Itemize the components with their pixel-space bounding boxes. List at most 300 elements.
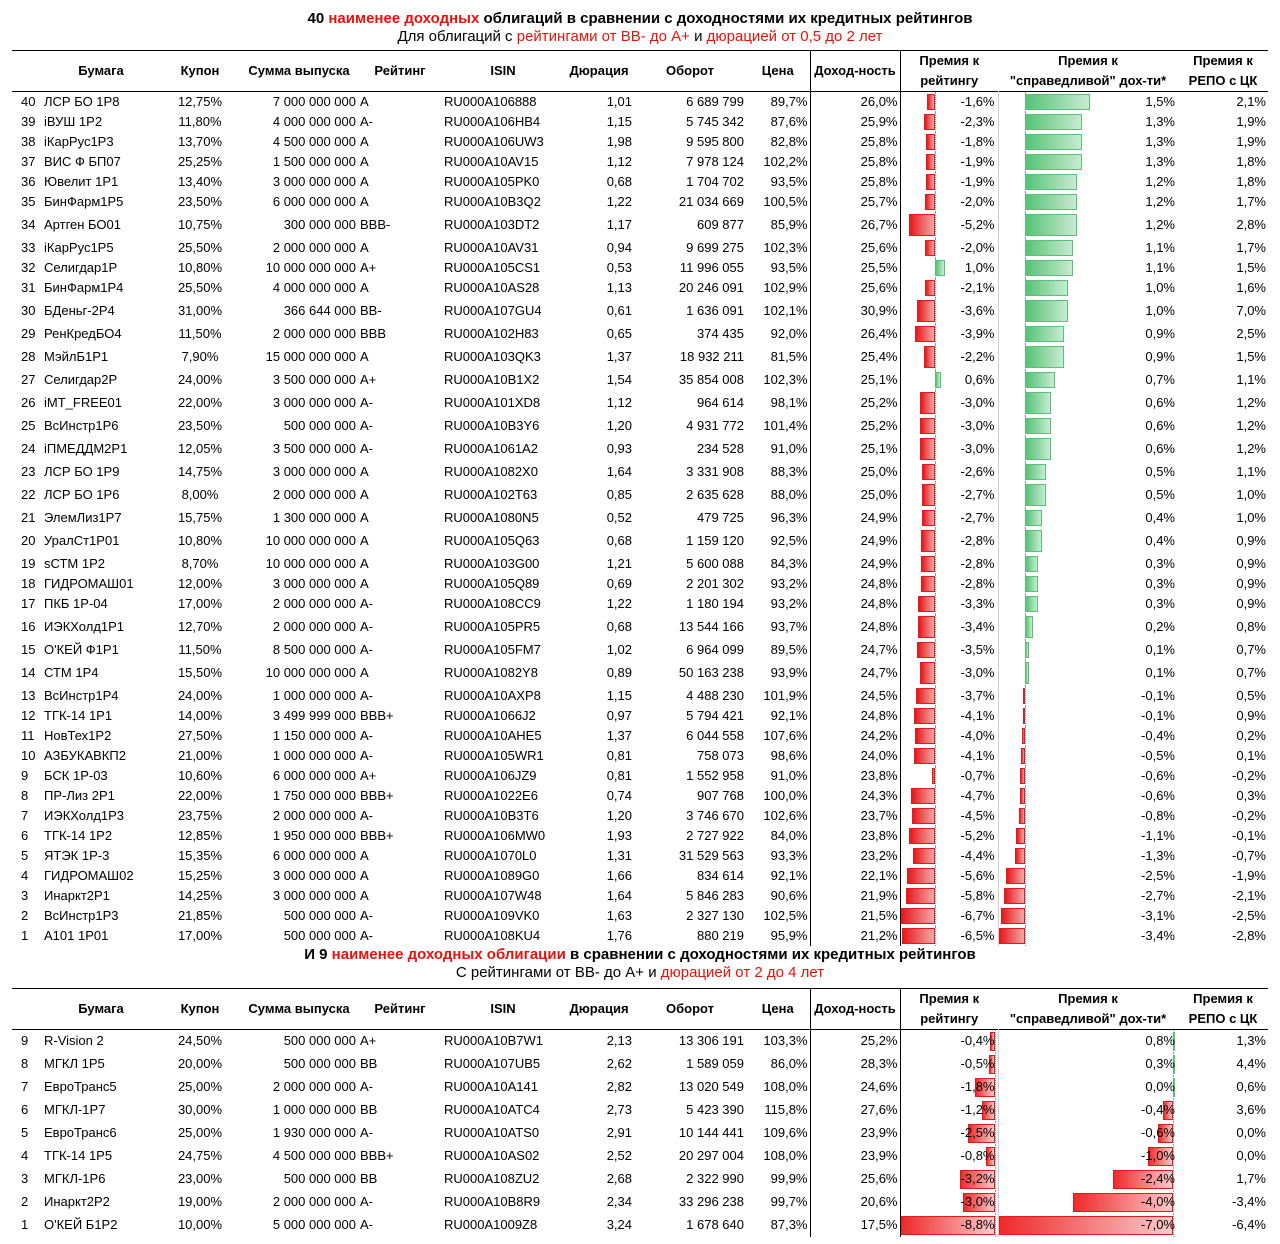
bond-name: Артген БО01 [44,216,122,232]
table-row [12,686,1268,706]
premium-fair-value: 0,8% [1145,1033,1175,1049]
price: 88,0% [770,486,808,502]
coupon: 24,00% [177,687,223,703]
col-yield: Доход-ность [810,51,900,92]
issue-volume: 3 000 000 000 [272,463,356,479]
price: 107,6% [763,727,808,743]
premium-fair-value: -1,0% [1141,1148,1175,1163]
rating: A- [360,927,373,943]
premium-repo: 1,2% [1236,440,1266,456]
col-duration: Дюрация [569,63,629,78]
table-row [12,594,1268,614]
coupon: 10,60% [177,767,223,783]
bond-name: ЕвроТранс6 [44,1125,117,1140]
premium-rating [900,886,998,906]
bonds-table-short-duration [12,50,1268,946]
duration: 1,21 [606,555,632,571]
price: 102,6% [763,807,808,823]
table-row [12,528,1268,554]
issue-volume: 1 500 000 000 [272,153,356,169]
bond-name: НовТех1Р2 [44,727,112,743]
col-name: Бумага [78,63,124,78]
price: 93,5% [770,259,808,275]
premium-fair [998,1191,1178,1214]
premium-rating-value: -1,8% [960,1079,995,1094]
issue-volume: 2 000 000 000 [272,1194,356,1209]
coupon: 24,50% [177,1033,223,1049]
coupon: 23,75% [177,807,223,823]
coupon: 15,35% [177,847,223,863]
price: 89,5% [770,641,808,657]
rating: BBB+ [360,787,394,803]
premium-rating-value: -2,3% [960,113,995,129]
turnover: 1 552 958 [686,767,744,783]
bond-name: АЗБУКАВКП2 [44,747,126,763]
col-premium-repo: Премия к РЕПО с ЦК [1188,53,1258,88]
rating: A [360,509,369,525]
turnover: 18 932 211 [679,348,744,364]
yield: 23,2% [810,846,900,866]
premium-fair-value: 1,5% [1145,93,1175,109]
duration: 0,81 [606,747,632,763]
premium-rating-value: -1,9% [960,173,995,189]
bond-name: СТМ 1Р4 [44,664,99,680]
duration: 2,34 [606,1194,632,1209]
rating: A- [360,1125,373,1140]
yield: 23,8% [810,826,900,846]
bond-name: БДеньг-2Р4 [44,302,115,318]
bond-name: МГКЛ-1Р7 [44,1102,106,1117]
yield: 17,5% [810,1214,900,1237]
issue-volume: 1 000 000 000 [272,1102,356,1117]
table-row [12,906,1268,926]
turnover: 10 144 441 [678,1125,744,1140]
table-row [12,1122,1268,1145]
isin: RU000A1082X0 [444,463,538,479]
row-number: 40 [21,93,36,109]
premium-fair [998,192,1178,212]
premium-rating-value: -3,6% [960,302,995,318]
col-num [12,51,42,92]
rating: A- [360,1194,373,1209]
issue-volume: 1 300 000 000 [272,509,356,525]
issue-volume: 1 150 000 000 [272,727,356,743]
row-number: 28 [21,348,36,364]
premium-rating [900,846,998,866]
table-row [12,390,1268,416]
premium-fair [998,886,1178,906]
isin: RU000A1009Z8 [444,1217,538,1232]
premium-rating [900,660,998,686]
premium-rating-value: -1,8% [960,133,995,149]
coupon: 25,25% [177,153,223,169]
price: 93,7% [770,618,808,634]
premium-repo: 7,0% [1236,302,1266,318]
duration: 2,68 [606,1171,632,1186]
premium-repo: 1,5% [1236,259,1266,275]
table-row [12,926,1268,946]
premium-rating [900,152,998,172]
duration: 0,74 [606,787,632,803]
isin: RU000A101XD8 [444,394,541,410]
coupon: 15,50% [177,664,223,680]
turnover: 907 768 [697,787,744,803]
premium-rating-value: -2,0% [960,239,995,255]
isin: RU000A105CS1 [444,259,541,275]
bond-name: iКарРус1Р3 [44,133,114,149]
isin: RU000A108ZU2 [444,1171,540,1186]
premium-repo: 1,2% [1236,394,1266,410]
premium-fair-value: 0,6% [1145,440,1175,456]
table-row [12,172,1268,192]
premium-rating-value: -4,4% [960,847,995,863]
premium-fair-value: 1,0% [1145,279,1175,295]
issue-volume: 3 000 000 000 [272,887,356,903]
premium-fair-value: -0,6% [1141,767,1175,783]
table-row [12,726,1268,746]
bond-name: О'КЕЙ Б1Р2 [44,1217,118,1232]
table-row [12,370,1268,390]
issue-volume: 2 000 000 000 [272,1079,356,1094]
coupon: 27,50% [177,727,223,743]
bonds-table-long-duration [12,988,1268,1237]
premium-rating [900,826,998,846]
col-duration: Дюрация [569,1001,629,1016]
price: 95,9% [770,927,808,943]
premium-fair-value: 1,3% [1145,153,1175,169]
premium-rating-value: -2,0% [960,193,995,209]
bond-name: О'КЕЙ Ф1Р1 [44,641,119,657]
premium-fair-value: -2,4% [1141,1171,1175,1186]
row-number: 25 [21,417,36,433]
rating: A [360,348,369,364]
turnover: 609 877 [697,216,744,232]
isin: RU000A10B3T6 [444,807,539,823]
turnover: 834 614 [697,867,744,883]
premium-rating-value: -1,6% [960,93,995,109]
premium-repo: -0,2% [1232,807,1266,823]
price: 102,3% [763,239,808,255]
rating: BB [360,1171,378,1186]
premium-fair-value: -0,1% [1141,707,1175,723]
premium-rating [900,482,998,508]
price: 102,5% [763,907,808,923]
premium-rating [900,640,998,660]
coupon: 10,00% [177,1217,223,1232]
table-row [12,192,1268,212]
coupon: 11,50% [178,641,222,657]
premium-rating [900,1053,998,1076]
isin: RU000A109VK0 [444,907,540,923]
bond-name: ИЭКХолд1Р1 [44,618,125,634]
yield: 24,8% [810,706,900,726]
coupon: 23,50% [177,417,223,433]
premium-fair-value: 0,1% [1145,641,1175,657]
rating: A [360,575,369,591]
premium-repo: -0,1% [1232,827,1266,843]
col-volume: Сумма выпуска [248,63,350,78]
premium-rating-value: -5,2% [960,827,995,843]
premium-rating [900,786,998,806]
price: 84,3% [770,555,808,571]
premium-repo: 1,8% [1236,153,1266,169]
turnover: 13 544 166 [678,618,744,634]
rating: A [360,239,369,255]
col-rating: Рейтинг [374,63,426,78]
premium-rating [900,1191,998,1214]
premium-fair [998,324,1178,344]
duration: 1,22 [606,595,632,611]
issue-volume: 500 000 000 [283,1171,356,1186]
yield: 25,0% [810,482,900,508]
coupon: 11,50% [178,325,222,341]
premium-rating-value: -4,0% [960,727,995,743]
rating: A [360,555,369,571]
table-row [12,132,1268,152]
premium-fair [998,726,1178,746]
table-row [12,1053,1268,1076]
issue-volume: 1 000 000 000 [272,687,356,703]
row-number: 14 [21,664,36,680]
duration: 0,89 [606,664,632,680]
col-name: Бумага [78,1001,124,1016]
table-row [12,1145,1268,1168]
premium-fair-value: 0,1% [1145,664,1175,680]
rating: BBB [360,325,387,341]
coupon: 23,50% [177,193,223,209]
coupon: 24,00% [177,371,223,387]
rating: A- [360,1079,373,1094]
isin: RU000A10A141 [444,1079,538,1094]
yield: 21,9% [810,886,900,906]
isin: RU000A103QK3 [444,348,541,364]
yield: 24,7% [810,640,900,660]
rating: A- [360,727,373,743]
col-isin: ISIN [490,1001,516,1016]
isin: RU000A10AXP8 [444,687,541,703]
issue-volume: 4 000 000 000 [272,113,356,129]
coupon: 24,75% [177,1148,223,1163]
isin: RU000A1089G0 [444,867,540,883]
row-number: 31 [21,279,36,295]
premium-fair-value: -0,6% [1141,787,1175,803]
rating: A [360,193,369,209]
turnover: 1 704 702 [686,173,744,189]
premium-fair [998,926,1178,946]
turnover: 11 996 055 [679,259,744,275]
issue-volume: 500 000 000 [283,1056,356,1071]
row-number: 1 [21,1217,29,1232]
premium-fair [998,416,1178,436]
row-number: 36 [21,173,36,189]
table-row [12,482,1268,508]
coupon: 14,25% [177,887,223,903]
premium-repo: 0,8% [1236,618,1266,634]
premium-fair [998,278,1178,298]
issue-volume: 4 500 000 000 [272,133,356,149]
issue-volume: 500 000 000 [283,417,356,433]
row-number: 21 [21,509,36,525]
issue-volume: 10 000 000 000 [265,555,356,571]
coupon: 21,00% [177,747,223,763]
table-body [12,1030,1268,1237]
table-row [12,786,1268,806]
price: 100,5% [763,193,808,209]
yield: 24,8% [810,614,900,640]
duration: 1,20 [606,807,632,823]
yield: 25,5% [810,258,900,278]
bond-name: iВУШ 1Р2 [44,113,103,129]
price: 115,8% [764,1102,808,1117]
yield: 21,2% [810,926,900,946]
turnover: 5 794 421 [686,707,744,723]
duration: 1,31 [606,847,632,863]
duration: 0,81 [606,767,632,783]
premium-rating [900,172,998,192]
yield: 24,9% [810,508,900,528]
duration: 0,65 [606,325,632,341]
table-row [12,508,1268,528]
bond-name: sСТМ 1Р2 [44,555,105,571]
issue-volume: 3 500 000 000 [272,371,356,387]
bond-name: ЕвроТранс5 [44,1079,117,1094]
yield: 26,4% [810,324,900,344]
yield: 25,8% [810,152,900,172]
coupon: 31,00% [177,302,223,318]
yield: 25,1% [810,370,900,390]
turnover: 2 327 130 [686,907,744,923]
yield: 28,3% [810,1053,900,1076]
row-number: 7 [21,1079,29,1094]
bond-name: МэйлБ1Р1 [44,348,109,364]
yield: 24,8% [810,594,900,614]
premium-repo: 0,9% [1236,575,1266,591]
bond-name: ВИС Ф БП07 [44,153,121,169]
isin: RU000A10B8R9 [444,1194,541,1209]
table-row [12,886,1268,906]
coupon: 15,25% [177,867,223,883]
bond-name: ВсИнстр1Р3 [44,907,119,923]
premium-fair [998,390,1178,416]
yield: 24,7% [810,660,900,686]
turnover: 5 423 390 [686,1102,744,1117]
row-number: 32 [21,259,36,275]
premium-fair-value: -2,5% [1141,867,1175,883]
premium-fair [998,482,1178,508]
premium-repo: 0,5% [1236,687,1266,703]
row-number: 12 [21,707,36,723]
premium-repo: 1,5% [1236,348,1266,364]
duration: 0,68 [606,532,632,548]
premium-fair [998,806,1178,826]
premium-fair [998,344,1178,370]
issue-volume: 5 000 000 000 [272,1217,356,1232]
coupon: 12,70% [177,618,223,634]
col-premium-fair: Премия к "справедливой" дох-ти* [1009,53,1167,88]
price: 99,7% [770,1194,808,1209]
bond-name: Инаркт2Р2 [44,1194,110,1209]
row-number: 8 [21,1056,29,1071]
premium-repo: 1,9% [1236,133,1266,149]
premium-rating-value: -2,7% [960,486,995,502]
turnover: 6 044 558 [686,727,744,743]
premium-fair-value: 1,1% [1145,259,1175,275]
rating: A [360,486,369,502]
row-number: 6 [21,827,29,843]
premium-rating [900,1122,998,1145]
turnover: 2 635 628 [686,486,744,502]
premium-repo: 0,0% [1236,1125,1266,1140]
row-number: 3 [21,1171,29,1186]
bond-name: ЯТЭК 1Р-3 [44,847,110,863]
premium-fair-value: -0,5% [1141,747,1175,763]
premium-fair-value: 0,3% [1145,595,1175,611]
isin: RU000A10ATC4 [444,1102,540,1117]
premium-rating-value: -6,7% [960,907,995,923]
isin: RU000A106888 [444,93,537,109]
row-number: 4 [21,1148,29,1163]
turnover: 9 595 800 [686,133,744,149]
yield: 25,6% [810,1168,900,1191]
bond-name: Селигдар2Р [44,371,118,387]
bottom-title: И 9 наименее доходных облигации в сравнении с доходностями их кредитных рейтингов [304,946,976,963]
col-coupon: Купон [180,63,220,78]
premium-rating-value: -3,0% [960,1194,995,1209]
row-number: 29 [21,325,36,341]
isin: RU000A108CC9 [444,595,541,611]
table-row [12,766,1268,786]
turnover: 964 614 [697,394,744,410]
premium-repo: -3,4% [1232,1194,1266,1209]
price: 109,6% [763,1125,808,1140]
premium-fair [998,152,1178,172]
issue-volume: 1 000 000 000 [272,747,356,763]
premium-rating-value: 1,0% [964,259,995,275]
premium-rating [900,298,998,324]
bond-name: Селигдар1Р [44,259,118,275]
col-num [12,989,42,1030]
price: 86,0% [770,1056,808,1071]
premium-rating [900,508,998,528]
premium-rating-value: -2,5% [960,1125,995,1140]
turnover: 13 306 191 [678,1033,744,1049]
turnover: 4 931 772 [686,417,744,433]
row-number: 8 [21,787,29,803]
col-premium-fair: Премия к "справедливой" дох-ти* [1009,991,1167,1026]
row-number: 15 [21,641,36,657]
coupon: 30,00% [177,1102,223,1117]
price: 91,0% [770,767,808,783]
isin: RU000A106HB4 [444,113,541,129]
bond-name: Ювелит 1Р1 [44,173,119,189]
rating: A- [360,394,373,410]
rating: A- [360,113,373,129]
duration: 2,82 [606,1079,632,1094]
premium-fair-value: 0,5% [1145,463,1175,479]
issue-volume: 10 000 000 000 [265,664,356,680]
yield: 24,9% [810,528,900,554]
premium-fair [998,112,1178,132]
duration: 2,13 [606,1033,632,1049]
issue-volume: 366 644 000 [283,302,356,318]
premium-rating [900,192,998,212]
premium-fair-value: -3,4% [1141,927,1175,943]
premium-repo: 1,2% [1236,417,1266,433]
duration: 1,15 [606,113,632,129]
table-row [12,344,1268,370]
yield: 21,5% [810,906,900,926]
premium-rating-value: -0,5% [960,1056,995,1071]
